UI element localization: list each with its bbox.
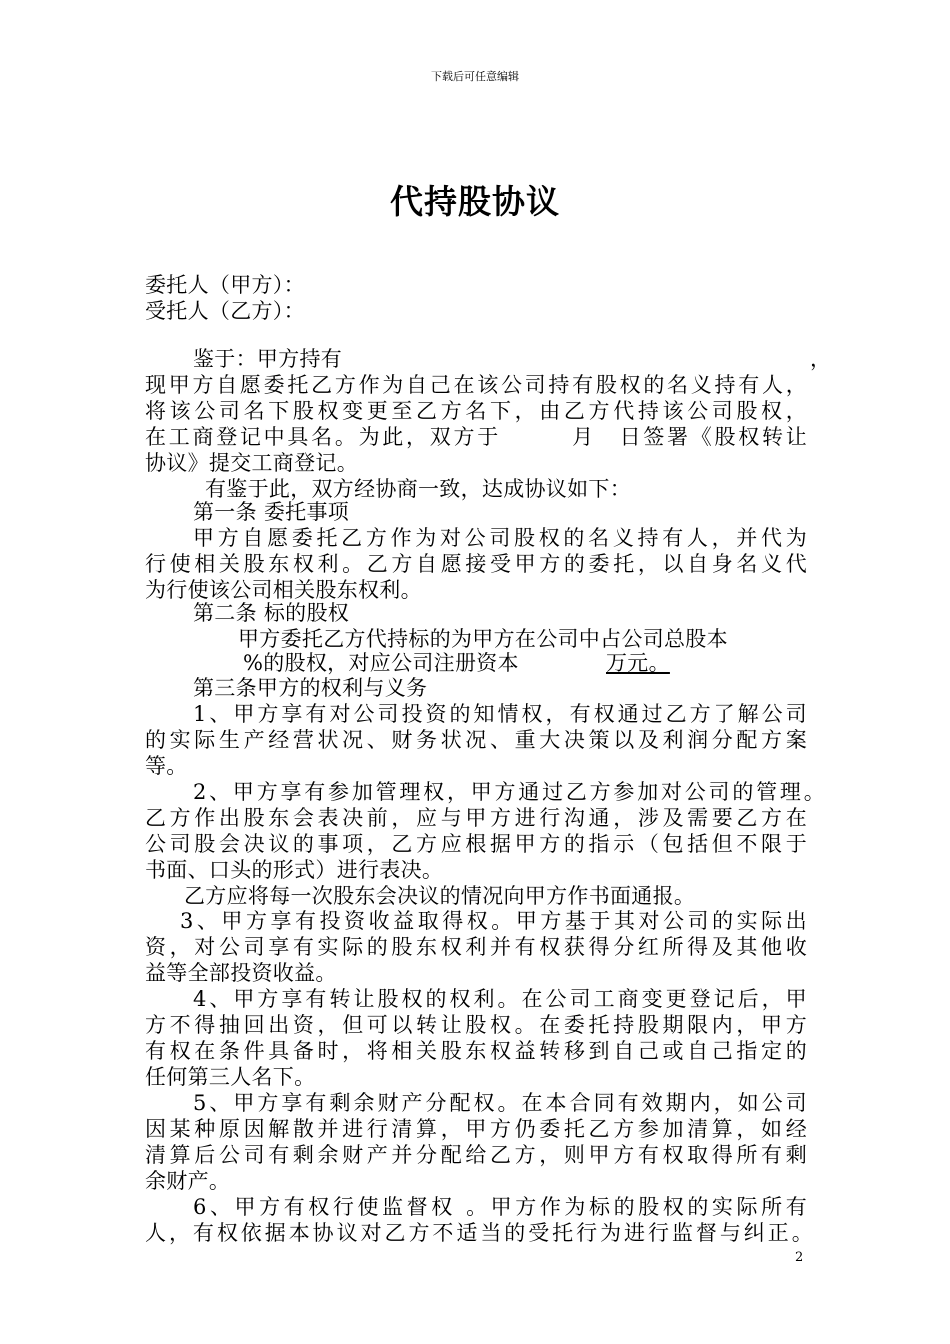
article-1-line: 行使相关股东权利。乙方自愿接受甲方的委托，以自身名义代 <box>145 552 807 576</box>
article-3-line: 6、甲方有权行使监督权 。甲方作为标的股权的实际所有 <box>193 1195 807 1219</box>
article-1-line: 甲方自愿委托乙方作为对公司股权的名义持有人，并代为 <box>193 526 807 550</box>
article-3-line: 乙方应将每一次股东会决议的情况向甲方作书面通报。 <box>184 884 696 908</box>
agreement-intro: 有鉴于此，双方经协商一致，达成协议如下： <box>205 477 631 501</box>
article-3-line: 任何第三人名下。 <box>145 1065 316 1089</box>
article-3-line: 公司股会决议的事项，乙方应根据甲方的指示（包括但不限于 <box>145 832 807 856</box>
registered-capital-blank <box>528 650 608 676</box>
article-2-line: 甲方委托乙方代持标的为甲方在公司中占公司总股本 <box>238 627 728 651</box>
recital-line: 现甲方自愿委托乙方作为自己在该公司持有股权的名义持有人， <box>145 373 807 397</box>
article-3-heading: 第三条甲方的权利与义务 <box>193 676 428 700</box>
article-3-line: 余财产。 <box>145 1169 231 1193</box>
document-title: 代持股协议 <box>390 182 560 221</box>
article-3-line: 人，有权依据本协议对乙方不适当的受托行为进行监督与纠正。 <box>145 1221 813 1245</box>
article-1-heading: 第一条 委托事项 <box>193 500 350 524</box>
article-3-line: 益等全部投资收益。 <box>145 961 337 985</box>
recital-comma: ， <box>810 347 832 371</box>
article-3-line: 等。 <box>145 754 188 778</box>
article-3-line: 乙方作出股东会表决前，应与甲方进行沟通，涉及需要乙方在 <box>145 806 807 830</box>
article-3-line: 1、甲方享有对公司投资的知情权，有权通过乙方了解公司 <box>193 702 807 726</box>
article-3-line: 有权在条件具备时，将相关股东权益转移到自己或自己指定的 <box>145 1039 807 1063</box>
article-3-line: 的实际生产经营状况、财务状况、重大决策以及利润分配方案 <box>145 728 807 752</box>
article-3-line: 清算后公司有剩余财产并分配给乙方，则甲方有权取得所有剩 <box>145 1143 807 1167</box>
article-3-line: 4、甲方享有转让股权的权利。在公司工商变更登记后，甲 <box>193 987 807 1011</box>
article-2-unit: 万元。 <box>606 651 670 675</box>
agent-line: 受托人（乙方）： <box>145 299 305 323</box>
recital-line: 在工商登记中具名。为此，双方于 月 日签署《股权转让 <box>145 425 807 449</box>
article-2-heading: 第二条 标的股权 <box>193 601 350 625</box>
article-1-line: 为行使该公司相关股东权利。 <box>145 578 422 602</box>
header-note: 下载后可任意编辑 <box>431 70 519 83</box>
page-number: 2 <box>795 1250 804 1265</box>
article-2-line: %的股权，对应公司注册资本 <box>243 651 519 675</box>
article-3-line: 3、甲方享有投资收益取得权。甲方基于其对公司的实际出 <box>180 909 807 933</box>
article-3-line: 2、甲方享有参加管理权，甲方通过乙方参加对公司的管理。 <box>193 780 825 804</box>
article-3-line: 因某种原因解散并进行清算，甲方仍委托乙方参加清算，如经 <box>145 1117 807 1141</box>
recital-line: 将该公司名下股权变更至乙方名下，由乙方代持该公司股权， <box>145 399 807 423</box>
article-3-line: 5、甲方享有剩余财产分配权。在本合同有效期内，如公司 <box>193 1091 807 1115</box>
recital-intro: 鉴于：甲方持有 <box>193 347 343 371</box>
article-3-line: 书面、口头的形式）进行表决。 <box>145 858 444 882</box>
article-3-line: 方不得抽回出资，但可以转让股权。在委托持股期限内，甲方 <box>145 1013 807 1037</box>
recital-line: 协议》提交工商登记。 <box>145 451 358 475</box>
principal-line: 委托人（甲方）： <box>145 273 305 297</box>
article-3-line: 资，对公司享有实际的股东权利并有权获得分红所得及其他收 <box>145 935 807 959</box>
